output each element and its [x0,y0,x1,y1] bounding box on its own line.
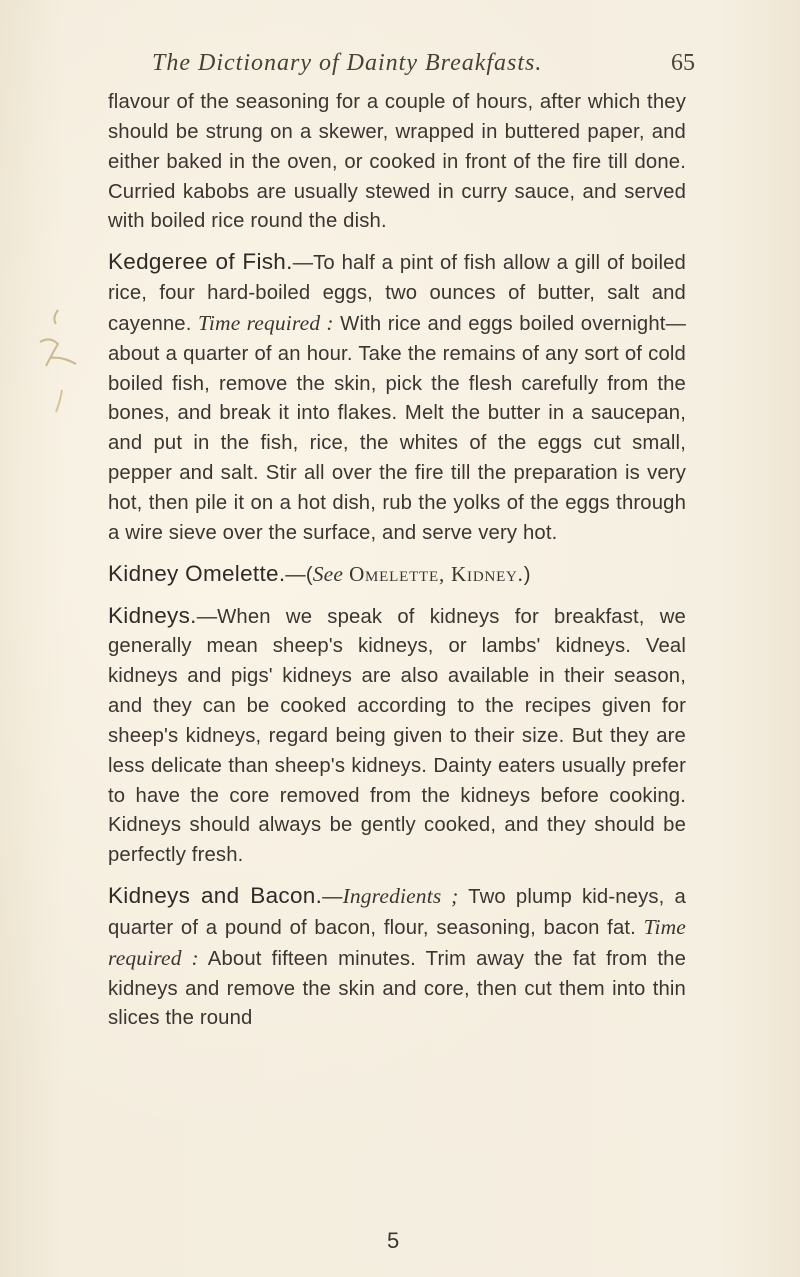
headword-kidney-omelette: Kidney Omelette. [108,560,286,586]
running-title: The Dictionary of Dainty Breakfasts. [152,50,543,76]
body-text [108,88,686,1034]
entry-kidneys-and-bacon [108,881,686,1034]
margin-pencil-mark [20,300,80,420]
entry-kidney-omelette [108,559,686,591]
continuation-text: flavour of the seasoning for a couple of hours, after which they should be strung on a skewer, wrapped in buttered paper, and either baked in the oven, or cooked in front of the fire till done. Curried kabobs are usually stewed in curry sauce, and served with boiled rice round the dish. [108,91,686,233]
entry-kidneys [108,601,686,872]
entry-kedgeree [108,247,686,548]
kedgeree-body: With rice and eggs boiled overnight—about a quarter of an hour. Take the remains of any sort of cold boiled fish, remove the skin, pick the flesh carefully from the bones, and break it into flakes. Melt the butter in a saucepan, and put in the fish, rice, the whites of the eggs cut small, pepper and salt. Stir all over the fire till the preparation is very hot, then pile it on a hot dish, rub the yolks of the eggs through a wire sieve over the surface, and serve very hot. [108,312,686,544]
headword-kidneys-and-bacon: Kidneys and Bacon. [108,883,323,909]
page-number: 65 [671,50,695,76]
ingredients-list: Two plump kid-neys, a quarter of a pound of bacon, flour, seasoning, bacon fat. [108,886,686,939]
ingredients-label: Ingredients ; [342,884,459,909]
kedgeree-time-label: Time required : [197,310,334,335]
kidneys-bacon-body: About fifteen minutes. Trim away the fat from the kidneys and remove the skin and core, then cut them into thin slices the round [108,947,686,1030]
cross-ref-open: —( [285,563,313,586]
headword-kidneys: Kidneys. [108,602,197,628]
cross-ref-target: Omelette, Kidney. [343,561,524,586]
cross-ref-close: ) [523,563,531,586]
kedgeree-intro: —To half a pint of fish allow a gill of boiled rice, four hard-boiled eggs, two ounces of butter, salt and cayenne. [108,252,686,335]
continuation-paragraph [108,88,686,237]
kidneys-bacon-time-label: Time required : [108,914,686,970]
kidneys-bacon-dash: — [322,886,343,909]
signature-mark: 5 [387,1228,400,1253]
headword-kedgeree: Kedgeree of Fish. [108,249,293,275]
cross-ref-see: See [312,561,344,586]
kidneys-body: —When we speak of kidneys for breakfast, we generally mean sheep's kidneys, or lambs' kidneys. Veal kidneys and pigs' kidneys are also available in their season, and they can be cooked according to the recipes given for sheep's kidneys, regard being given to their size. But they are less delicate than sheep's kidneys. Dainty eaters usually prefer to have the core removed from the kidneys before cooking. Kidneys should always be gently cooked, and they should be perfectly fresh. [108,605,686,867]
